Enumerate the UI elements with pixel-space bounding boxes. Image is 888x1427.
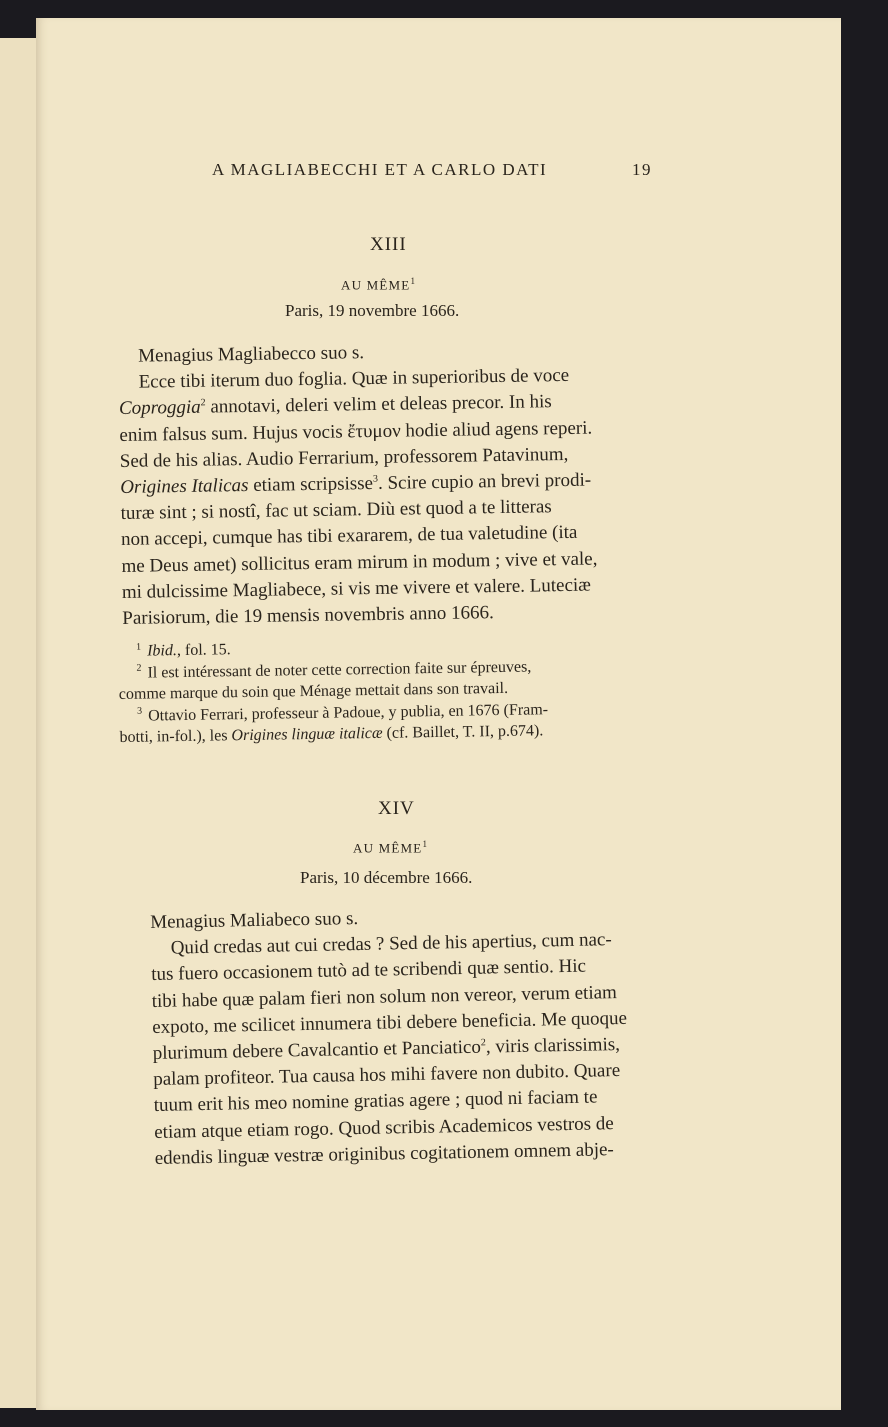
italic-term: Origines Italicas <box>120 474 249 498</box>
text-run: hodie aliud agens reperi. <box>400 417 593 442</box>
text-run: Quid credas aut cui credas ? Sed de his apertius, cum nac- <box>170 929 612 959</box>
footnote-number: 2 <box>136 662 142 674</box>
page-number: 19 <box>632 160 652 179</box>
italic-term: Ibid. <box>147 642 178 660</box>
letter-xiv-addressee <box>353 839 428 856</box>
letter-xiv-number: XIV <box>378 798 415 819</box>
text-run: . Scire cupio an brevi prodi- <box>377 469 592 494</box>
text-run: etiam scripsisse <box>248 473 374 496</box>
text-run: Ottavio Ferrari, professeur à Padoue, y publia, en 1676 (Fram- <box>148 700 549 725</box>
footnote-ref: 3 <box>372 473 379 485</box>
letter-xiv-dateline: Paris, 10 décembre 1666. <box>300 868 473 887</box>
addressee-note-ref: 1 <box>422 839 429 849</box>
text-run: expoto, me scilicet innumera tibi debere beneficia. Me quoque <box>152 1007 628 1038</box>
text-run: ἔτυμον <box>347 420 401 443</box>
text-run: etiam atque etiam rogo. Quod scribis Academicos vestros de <box>154 1112 614 1143</box>
text-run: mi dulcissime Magliabece, si vis me vivere et valere. Luteciæ <box>121 574 592 603</box>
footnote-number: 3 <box>137 705 143 717</box>
letter-xiii-dateline: Paris, 19 novembre 1666. <box>285 301 460 320</box>
text-run: turæ sint ; si nostî, fac ut sciam. Diù est quod a te litteras <box>120 496 552 525</box>
text-run: Ecce tibi iterum duo foglia. Quæ in superioribus de voce <box>138 365 570 393</box>
italic-term: Coproggia <box>118 397 201 420</box>
text-run: Sed de his alias. Audio Ferrarium, professorem Patavinum, <box>119 443 569 472</box>
letter-xiii-footnotes <box>118 632 668 748</box>
text-run: tuum erit his meo nomine gratias agere ; quod ni faciam te <box>153 1086 598 1117</box>
text-run: annotavi, deleri velim et deleas precor. In his <box>205 391 552 419</box>
letter-xiii-addressee <box>341 276 416 293</box>
footnote-ref: 2 <box>200 397 206 409</box>
text-run: (cf. Baillet, T. II, p.674). <box>382 722 544 742</box>
text-run: , viris clarissimis, <box>485 1034 621 1058</box>
letter-xiii-salutation: Menagius Magliabecco suo s. <box>138 342 365 367</box>
addressee-note-ref: 1 <box>410 276 417 286</box>
letter-xiii-lines <box>118 362 662 632</box>
text-run: me Deus amet) sollicitus eram mirum in modum ; vive et vale, <box>121 548 598 577</box>
italic-term: Origines linguæ italicæ <box>231 724 383 745</box>
letter-xiv-salutation: Menagius Maliabeco suo s. <box>150 908 359 933</box>
addressee-text: AU MÊME <box>353 840 423 856</box>
letter-xiii-body <box>118 336 662 633</box>
text-run: tibi habe quæ palam fieri non solum non vereor, verum etiam <box>151 981 618 1012</box>
text-run: botti, in-fol.), les <box>119 727 232 746</box>
text-run: enim falsus sum. Hujus vocis <box>119 421 348 446</box>
text-run: palam profiteor. Tua causa hos mihi favere non dubito. Quare <box>153 1060 621 1091</box>
footnote-ref: 2 <box>480 1037 486 1049</box>
footnote-number: 1 <box>136 641 142 653</box>
letter-xiv-lines <box>151 926 680 1172</box>
letter-xiii-number: XIII <box>370 234 407 255</box>
text-run: Il est intéressant de noter cette correction faite sur épreuves, <box>147 658 532 682</box>
letter-xiv-body <box>150 900 680 1172</box>
text-run: edendis linguæ vestræ originibus cogitationem omnem abje- <box>154 1138 614 1169</box>
text-run: plurimum debere Cavalcantio et Panciatico <box>152 1036 482 1064</box>
text-run: , fol. 15. <box>176 641 231 660</box>
running-title: A MAGLIABECCHI ET A CARLO DATI <box>212 160 548 179</box>
text-run: comme marque du soin que Ménage mettait dans son travail. <box>118 679 509 703</box>
text-run: non accepi, cumque has tibi exararem, de tua valetudine (ita <box>120 522 578 551</box>
text-run: tus fuero occasionem tutò ad te scribendi quæ sentio. Hic <box>151 956 587 986</box>
text-run: Parisiorum, die 19 mensis novembris anno 1666. <box>122 602 494 629</box>
addressee-text: AU MÊME <box>341 277 411 293</box>
